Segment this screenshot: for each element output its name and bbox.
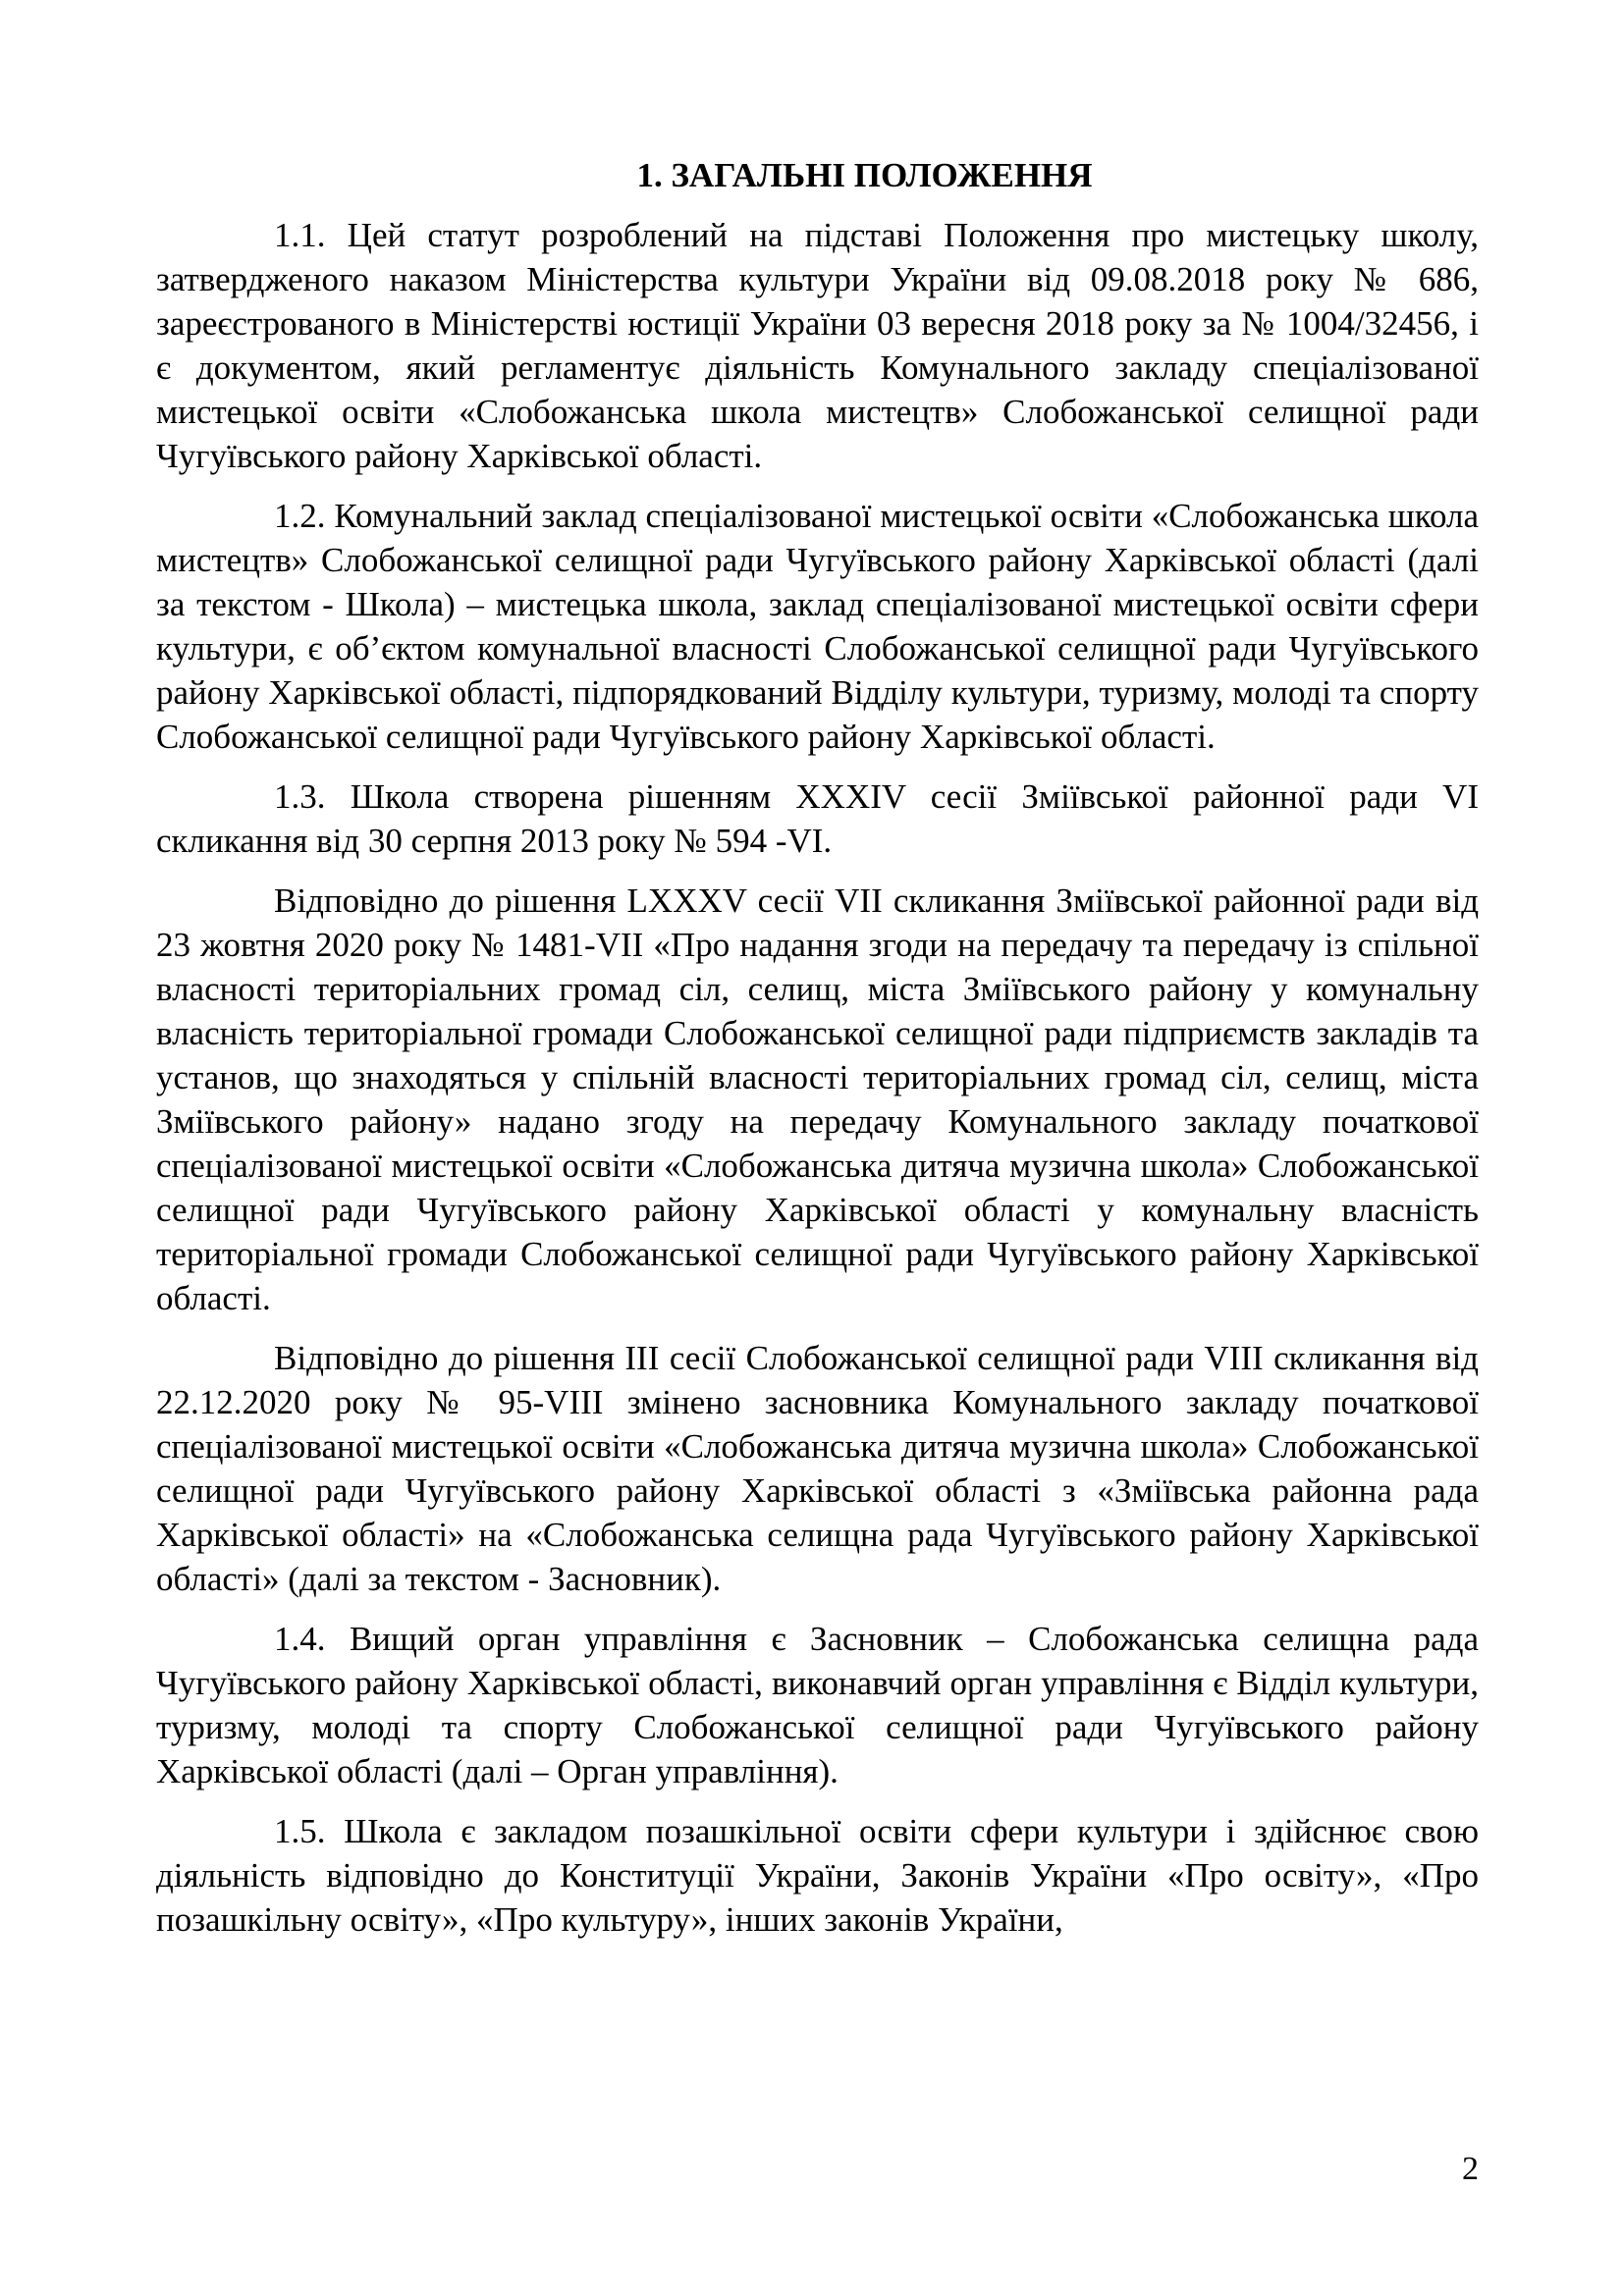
paragraph-transfer-decision: Відповідно до рішення LXXXV сесії VII скликання Зміївської районної ради від 23 жовтня 2020 року № 1481-VII «Про надання згоди на передачу та передачу із спільної власності територіальних громад сіл, селищ, міста Зміївського району у комунальну власність територіальної громади Слобожанської селищної ради підприємств закладів та установ, що знаходяться у спільній власності територіальних громад сіл, селищ, міста Зміївського району» надано згоду на передачу Комунального закладу початкової спеціалізованої мистецької освіти «Слобожанська дитяча музична школа» Слобожанської селищної ради Чугуївського району Харківської області у комунальну власність територіальної громади Слобожанської селищної ради Чугуївського району Харківської області.	[156, 881, 1479, 1317]
paragraph-founder-change: Відповідно до рішення III сесії Слобожанської селищної ради VIII скликання від 22.12.2020 року № 95-VIII змінено засновника Комунального закладу початкової спеціалізованої мистецької освіти «Слобожанська дитяча музична школа» Слобожанської селищної ради Чугуївського району Харківської області з «Зміївська районна рада Харківської області» на «Слобожанська селищна рада Чугуївського району Харківської області» (далі за текстом - Засновник).	[156, 1339, 1479, 1598]
paragraph-1-2: 1.2. Комунальний заклад спеціалізованої мистецької освіти «Слобожанська школа мистецтв» Слобожанської селищної ради Чугуївського району Харківської області (далі за текстом - Школа) – мистецька школа, заклад спеціалізованої мистецької освіти сфери культури, є об’єктом комунальної власності Слобожанської селищної ради Чугуївського району Харківської області, підпорядкований Відділу культури, туризму, молоді та спорту Слобожанської селищної ради Чугуївського району Харківської області.	[156, 497, 1479, 756]
paragraph-1-5: 1.5. Школа є закладом позашкільної освіти сфери культури і здійснює свою діяльність відповідно до Конституції України, Законів України «Про освіту», «Про позашкільну освіту», «Про культуру», інших законів України,	[156, 1812, 1479, 1939]
paragraph-1-1: 1.1. Цей статут розроблений на підставі Положення про мистецьку школу, затвердженого наказом Міністерства культури України від 09.08.2018 року № 686, зареєстрованого в Міністерстві юстиції України 03 вересня 2018 року за № 1004/32456, і є документом, який регламентує діяльність Комунального закладу спеціалізованої мистецької освіти «Слобожанська школа мистецтв» Слобожанської селищної ради Чугуївського району Харківської області.	[156, 216, 1479, 475]
paragraph-1-3: 1.3. Школа створена рішенням XXXIV сесії Зміївської районної ради VI скликання від 30 серпня 2013 року № 594 -VI.	[156, 777, 1479, 860]
paragraph-1-4: 1.4. Вищий орган управління є Засновник – Слобожанська селищна рада Чугуївського району Харківської області, виконавчий орган управління є Відділ культури, туризму, молоді та спорту Слобожанської селищної ради Чугуївського району Харківської області (далі – Орган управління).	[156, 1620, 1479, 1790]
page-number: 2	[1462, 2151, 1479, 2187]
document-body	[156, 153, 1479, 1957]
section-heading: 1. ЗАГАЛЬНІ ПОЛОЖЕННЯ	[636, 156, 1093, 194]
